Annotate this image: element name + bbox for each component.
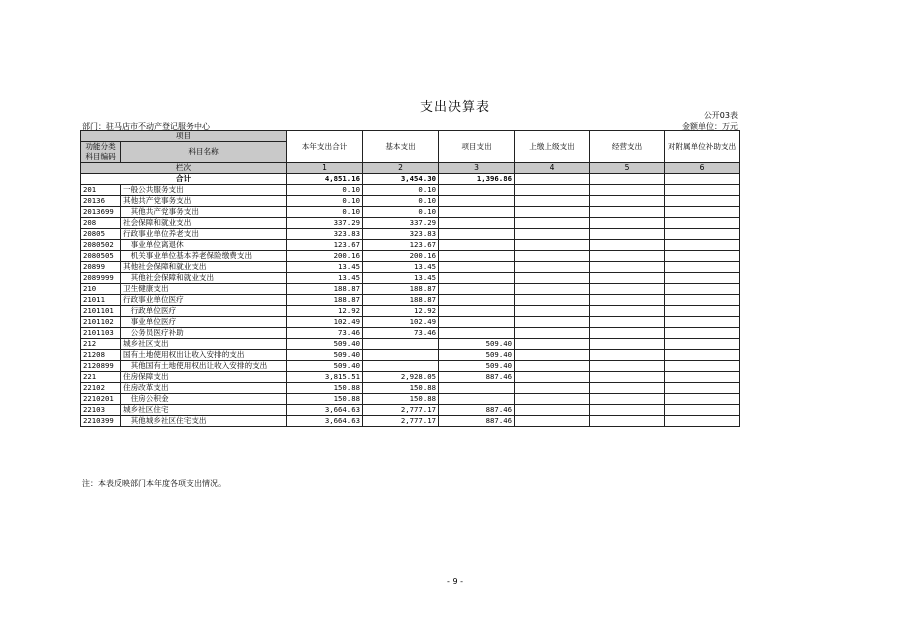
row-empty-cell bbox=[665, 306, 740, 317]
row-amount-cell: 73.46 bbox=[363, 328, 439, 339]
row-amount-cell: 123.67 bbox=[287, 240, 363, 251]
header-function-code: 功能分类科目编码 bbox=[81, 142, 121, 163]
total-cell bbox=[665, 174, 740, 185]
row-empty-cell bbox=[590, 218, 665, 229]
table-row bbox=[81, 306, 740, 317]
row-code-cell: 2080502 bbox=[81, 240, 121, 251]
row-empty-cell bbox=[590, 350, 665, 361]
row-amount-cell bbox=[439, 196, 515, 207]
header-col-remit-superior: 上缴上级支出 bbox=[515, 131, 590, 163]
row-name-cell: 卫生健康支出 bbox=[121, 284, 287, 295]
row-name-cell: 城乡社区住宅 bbox=[121, 405, 287, 416]
row-code-cell: 20899 bbox=[81, 262, 121, 273]
row-empty-cell bbox=[590, 383, 665, 394]
row-amount-cell: 509.40 bbox=[287, 350, 363, 361]
row-empty-cell bbox=[590, 240, 665, 251]
row-empty-cell bbox=[590, 339, 665, 350]
row-empty-cell bbox=[665, 361, 740, 372]
column-number: 4 bbox=[515, 163, 590, 174]
table-row bbox=[81, 273, 740, 284]
row-amount-cell: 150.88 bbox=[287, 383, 363, 394]
row-empty-cell bbox=[515, 284, 590, 295]
row-code-cell: 201 bbox=[81, 185, 121, 196]
row-name-cell: 住房改革支出 bbox=[121, 383, 287, 394]
row-amount-cell: 337.29 bbox=[363, 218, 439, 229]
row-empty-cell bbox=[665, 229, 740, 240]
row-amount-cell: 509.40 bbox=[439, 361, 515, 372]
row-empty-cell bbox=[515, 339, 590, 350]
row-empty-cell bbox=[665, 284, 740, 295]
row-empty-cell bbox=[590, 229, 665, 240]
row-name-cell: 城乡社区支出 bbox=[121, 339, 287, 350]
row-empty-cell bbox=[515, 328, 590, 339]
row-amount-cell: 150.88 bbox=[363, 383, 439, 394]
row-empty-cell bbox=[590, 251, 665, 262]
row-amount-cell: 200.16 bbox=[363, 251, 439, 262]
total-cell bbox=[590, 174, 665, 185]
row-amount-cell: 323.83 bbox=[287, 229, 363, 240]
row-empty-cell bbox=[515, 394, 590, 405]
table-row bbox=[81, 317, 740, 328]
row-amount-cell: 150.88 bbox=[363, 394, 439, 405]
table-row bbox=[81, 372, 740, 383]
row-empty-cell bbox=[515, 273, 590, 284]
row-code-cell: 2101101 bbox=[81, 306, 121, 317]
row-empty-cell bbox=[515, 295, 590, 306]
row-empty-cell bbox=[590, 361, 665, 372]
row-amount-cell: 102.49 bbox=[287, 317, 363, 328]
header-col-operating-expenditure: 经营支出 bbox=[590, 131, 665, 163]
row-empty-cell bbox=[590, 372, 665, 383]
row-empty-cell bbox=[590, 306, 665, 317]
row-amount-cell: 337.29 bbox=[287, 218, 363, 229]
row-name-cell: 住房保障支出 bbox=[121, 372, 287, 383]
row-amount-cell: 188.87 bbox=[287, 295, 363, 306]
row-amount-cell bbox=[439, 251, 515, 262]
amount-unit-label: 金额单位：万元 bbox=[682, 122, 738, 131]
row-empty-cell bbox=[515, 229, 590, 240]
row-code-cell: 20805 bbox=[81, 229, 121, 240]
row-amount-cell: 188.87 bbox=[287, 284, 363, 295]
row-empty-cell bbox=[590, 405, 665, 416]
row-code-cell: 20136 bbox=[81, 196, 121, 207]
row-empty-cell bbox=[590, 317, 665, 328]
row-name-cell: 行政单位医疗 bbox=[121, 306, 287, 317]
row-empty-cell bbox=[665, 383, 740, 394]
row-empty-cell bbox=[515, 405, 590, 416]
row-code-cell: 2210399 bbox=[81, 416, 121, 427]
header-col-subsidiary-subsidy: 对附属单位补助支出 bbox=[665, 131, 740, 163]
table-row bbox=[81, 361, 740, 372]
row-code-cell: 21208 bbox=[81, 350, 121, 361]
row-amount-cell: 509.40 bbox=[439, 339, 515, 350]
row-amount-cell: 102.49 bbox=[363, 317, 439, 328]
row-amount-cell: 200.16 bbox=[287, 251, 363, 262]
row-amount-cell: 509.40 bbox=[287, 339, 363, 350]
table-row bbox=[81, 207, 740, 218]
row-amount-cell: 150.88 bbox=[287, 394, 363, 405]
row-amount-cell: 2,928.05 bbox=[363, 372, 439, 383]
row-empty-cell bbox=[665, 372, 740, 383]
table-row bbox=[81, 218, 740, 229]
table-row bbox=[81, 339, 740, 350]
total-row bbox=[81, 174, 740, 185]
column-number: 3 bbox=[439, 163, 515, 174]
total-cell bbox=[515, 174, 590, 185]
row-amount-cell: 509.40 bbox=[439, 350, 515, 361]
form-number: 公开03表 bbox=[703, 111, 738, 120]
row-amount-cell: 123.67 bbox=[363, 240, 439, 251]
row-amount-cell: 12.92 bbox=[363, 306, 439, 317]
row-empty-cell bbox=[590, 416, 665, 427]
row-code-cell: 2089999 bbox=[81, 273, 121, 284]
row-amount-cell bbox=[439, 240, 515, 251]
row-code-cell: 2210201 bbox=[81, 394, 121, 405]
row-amount-cell: 13.45 bbox=[363, 262, 439, 273]
row-empty-cell bbox=[665, 405, 740, 416]
row-empty-cell bbox=[515, 372, 590, 383]
row-name-cell: 社会保障和就业支出 bbox=[121, 218, 287, 229]
column-number: 2 bbox=[363, 163, 439, 174]
table-row bbox=[81, 196, 740, 207]
row-empty-cell bbox=[515, 383, 590, 394]
row-amount-cell bbox=[363, 361, 439, 372]
row-empty-cell bbox=[665, 339, 740, 350]
row-amount-cell bbox=[439, 317, 515, 328]
column-number: 5 bbox=[590, 163, 665, 174]
table-row bbox=[81, 394, 740, 405]
row-empty-cell bbox=[665, 207, 740, 218]
page-title: 支出决算表 bbox=[419, 100, 490, 115]
row-code-cell: 22102 bbox=[81, 383, 121, 394]
row-empty-cell bbox=[590, 394, 665, 405]
row-code-cell: 21011 bbox=[81, 295, 121, 306]
row-amount-cell: 323.83 bbox=[363, 229, 439, 240]
row-amount-cell bbox=[363, 339, 439, 350]
row-amount-cell: 73.46 bbox=[287, 328, 363, 339]
row-empty-cell bbox=[590, 207, 665, 218]
table-row bbox=[81, 229, 740, 240]
department-label: 部门：驻马店市不动产登记服务中心 bbox=[82, 122, 210, 131]
row-amount-cell bbox=[439, 328, 515, 339]
row-amount-cell bbox=[363, 350, 439, 361]
row-empty-cell bbox=[665, 218, 740, 229]
header-item: 项目 bbox=[81, 131, 287, 142]
table-row bbox=[81, 416, 740, 427]
row-name-cell: 其他社会保障和就业支出 bbox=[121, 273, 287, 284]
row-amount-cell: 188.87 bbox=[363, 295, 439, 306]
row-name-cell: 其他共产党事务支出 bbox=[121, 196, 287, 207]
row-code-cell: 22103 bbox=[81, 405, 121, 416]
row-amount-cell: 887.46 bbox=[439, 405, 515, 416]
row-code-cell: 212 bbox=[81, 339, 121, 350]
row-code-cell: 2101102 bbox=[81, 317, 121, 328]
row-amount-cell bbox=[439, 185, 515, 196]
row-empty-cell bbox=[665, 416, 740, 427]
row-empty-cell bbox=[665, 251, 740, 262]
row-empty-cell bbox=[515, 240, 590, 251]
row-amount-cell: 887.46 bbox=[439, 372, 515, 383]
row-empty-cell bbox=[515, 251, 590, 262]
table-row bbox=[81, 383, 740, 394]
row-amount-cell bbox=[439, 295, 515, 306]
row-name-cell: 事业单位离退休 bbox=[121, 240, 287, 251]
row-empty-cell bbox=[665, 328, 740, 339]
row-amount-cell: 0.10 bbox=[363, 185, 439, 196]
row-name-cell: 公务员医疗补助 bbox=[121, 328, 287, 339]
row-name-cell: 事业单位医疗 bbox=[121, 317, 287, 328]
row-amount-cell: 0.10 bbox=[363, 207, 439, 218]
table-row bbox=[81, 295, 740, 306]
row-amount-cell bbox=[439, 284, 515, 295]
row-empty-cell bbox=[665, 394, 740, 405]
row-amount-cell: 3,664.63 bbox=[287, 416, 363, 427]
column-number-row bbox=[81, 163, 740, 174]
row-amount-cell: 13.45 bbox=[287, 262, 363, 273]
row-amount-cell: 13.45 bbox=[363, 273, 439, 284]
row-code-cell: 221 bbox=[81, 372, 121, 383]
row-name-cell: 一般公共服务支出 bbox=[121, 185, 287, 196]
row-amount-cell bbox=[439, 262, 515, 273]
row-amount-cell: 887.46 bbox=[439, 416, 515, 427]
row-code-cell: 2101103 bbox=[81, 328, 121, 339]
header-col-project-expenditure: 项目支出 bbox=[439, 131, 515, 163]
row-amount-cell bbox=[439, 229, 515, 240]
row-empty-cell bbox=[515, 416, 590, 427]
expenditure-table bbox=[80, 130, 740, 427]
row-amount-cell: 2,777.17 bbox=[363, 416, 439, 427]
row-amount-cell: 0.10 bbox=[287, 207, 363, 218]
total-cell: 3,454.30 bbox=[363, 174, 439, 185]
row-name-cell: 其他社会保障和就业支出 bbox=[121, 262, 287, 273]
row-empty-cell bbox=[515, 262, 590, 273]
total-cell: 1,396.86 bbox=[439, 174, 515, 185]
row-amount-cell: 188.87 bbox=[363, 284, 439, 295]
row-empty-cell bbox=[665, 273, 740, 284]
row-code-cell: 2013699 bbox=[81, 207, 121, 218]
row-empty-cell bbox=[590, 295, 665, 306]
row-amount-cell: 0.10 bbox=[287, 196, 363, 207]
row-name-cell: 机关事业单位基本养老保险缴费支出 bbox=[121, 251, 287, 262]
row-empty-cell bbox=[665, 185, 740, 196]
row-amount-cell bbox=[439, 273, 515, 284]
row-empty-cell bbox=[515, 196, 590, 207]
row-name-cell: 行政事业单位医疗 bbox=[121, 295, 287, 306]
table-row bbox=[81, 350, 740, 361]
row-empty-cell bbox=[665, 350, 740, 361]
table-row bbox=[81, 262, 740, 273]
row-name-cell: 行政事业单位养老支出 bbox=[121, 229, 287, 240]
column-number: 1 bbox=[287, 163, 363, 174]
column-number: 6 bbox=[665, 163, 740, 174]
row-code-cell: 210 bbox=[81, 284, 121, 295]
row-name-cell: 住房公积金 bbox=[121, 394, 287, 405]
footnote: 注：本表反映部门本年度各项支出情况。 bbox=[82, 479, 226, 488]
row-code-cell: 2080505 bbox=[81, 251, 121, 262]
row-amount-cell: 3,664.63 bbox=[287, 405, 363, 416]
row-empty-cell bbox=[515, 185, 590, 196]
row-empty-cell bbox=[590, 196, 665, 207]
table-row bbox=[81, 240, 740, 251]
row-empty-cell bbox=[590, 328, 665, 339]
row-amount-cell bbox=[439, 383, 515, 394]
header-subject-name: 科目名称 bbox=[121, 142, 287, 163]
row-empty-cell bbox=[665, 317, 740, 328]
row-empty-cell bbox=[665, 295, 740, 306]
row-name-cell: 其他城乡社区住宅支出 bbox=[121, 416, 287, 427]
row-code-cell: 208 bbox=[81, 218, 121, 229]
total-cell: 4,851.16 bbox=[287, 174, 363, 185]
row-empty-cell bbox=[590, 284, 665, 295]
row-amount-cell: 2,777.17 bbox=[363, 405, 439, 416]
row-empty-cell bbox=[665, 240, 740, 251]
row-empty-cell bbox=[515, 361, 590, 372]
row-name-cell: 国有土地使用权出让收入安排的支出 bbox=[121, 350, 287, 361]
row-amount-cell: 509.40 bbox=[287, 361, 363, 372]
row-empty-cell bbox=[515, 218, 590, 229]
table-row bbox=[81, 284, 740, 295]
table-row bbox=[81, 251, 740, 262]
row-empty-cell bbox=[515, 317, 590, 328]
row-empty-cell bbox=[590, 262, 665, 273]
row-code-cell: 2120899 bbox=[81, 361, 121, 372]
row-amount-cell: 3,815.51 bbox=[287, 372, 363, 383]
row-empty-cell bbox=[590, 273, 665, 284]
row-amount-cell bbox=[439, 207, 515, 218]
row-amount-cell: 13.45 bbox=[287, 273, 363, 284]
row-amount-cell: 12.92 bbox=[287, 306, 363, 317]
column-number-label: 栏次 bbox=[81, 163, 287, 174]
row-empty-cell bbox=[590, 185, 665, 196]
page-number: - 9 - bbox=[447, 577, 463, 586]
table-row bbox=[81, 328, 740, 339]
table-row bbox=[81, 405, 740, 416]
row-name-cell: 其他国有土地使用权出让收入安排的支出 bbox=[121, 361, 287, 372]
row-amount-cell bbox=[439, 394, 515, 405]
row-empty-cell bbox=[515, 207, 590, 218]
header-col-total-expenditure: 本年支出合计 bbox=[287, 131, 363, 163]
table-row bbox=[81, 185, 740, 196]
row-amount-cell: 0.10 bbox=[363, 196, 439, 207]
row-empty-cell bbox=[665, 196, 740, 207]
row-amount-cell bbox=[439, 306, 515, 317]
row-name-cell: 其他共产党事务支出 bbox=[121, 207, 287, 218]
row-amount-cell: 0.10 bbox=[287, 185, 363, 196]
row-empty-cell bbox=[665, 262, 740, 273]
row-empty-cell bbox=[515, 350, 590, 361]
row-amount-cell bbox=[439, 218, 515, 229]
total-label: 合计 bbox=[81, 174, 287, 185]
row-empty-cell bbox=[515, 306, 590, 317]
header-col-basic-expenditure: 基本支出 bbox=[363, 131, 439, 163]
